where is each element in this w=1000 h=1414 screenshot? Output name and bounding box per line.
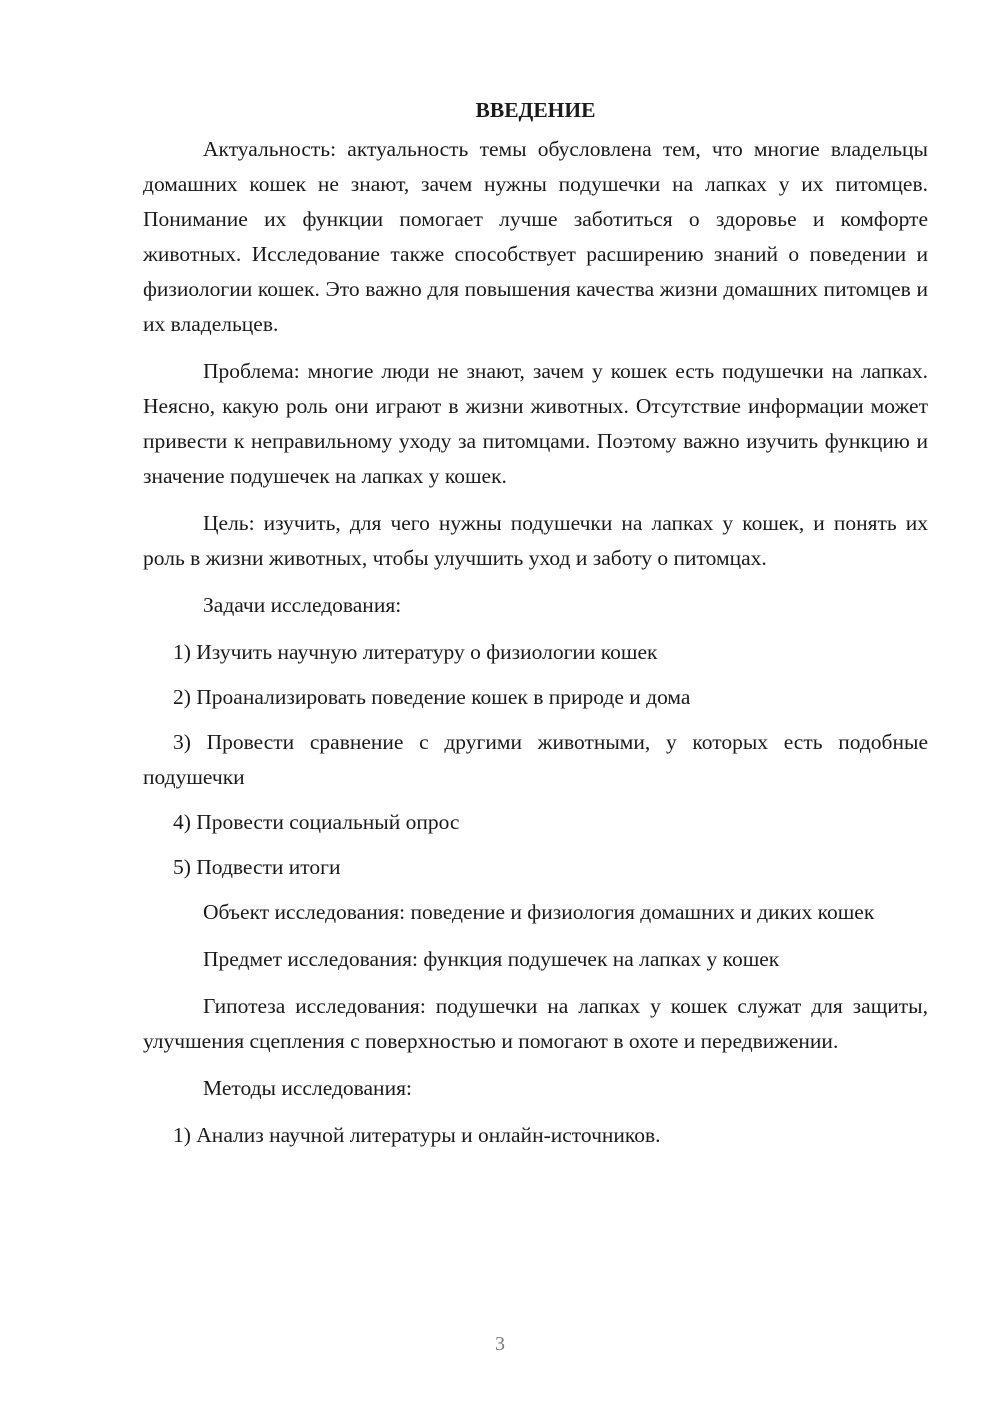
task-item: 5) Подвести итоги [173, 855, 341, 879]
tasks-heading: Задачи исследования: [203, 593, 402, 617]
methods-heading: Методы исследования: [203, 1076, 412, 1100]
problem-paragraph: Проблема: многие люди не знают, зачем у кошек есть подушечки на лапках. Неясно, какую роль они играют в жизни животных. Отсутствие информации может привести к неправильному уходу за питомцами. Поэтому важно изучить функцию и значение подушечек на лапках у кошек. [143, 359, 928, 488]
goal-paragraph: Цель: изучить, для чего нужны подушечки на лапках у кошек, и понять их роль в жизни животных, чтобы улучшить уход и заботу о питомцах. [143, 511, 928, 570]
subject-paragraph: Предмет исследования: функция подушечек на лапках у кошек [203, 947, 780, 971]
section-title: ВВЕДЕНИЕ [475, 98, 596, 122]
page-number: 3 [495, 1333, 505, 1355]
document-page [143, 92, 928, 1163]
task-item: 3) Провести сравнение с другими животными, у которых есть подобные подушечки [143, 730, 928, 789]
task-item: 1) Изучить научную литературу о физиологии кошек [173, 640, 658, 664]
object-paragraph: Объект исследования: поведение и физиология домашних и диких кошек [203, 900, 875, 924]
task-item: 4) Провести социальный опрос [173, 810, 460, 834]
relevance-paragraph: Актуальность: актуальность темы обусловлена тем, что многие владельцы домашних кошек не знают, зачем нужны подушечки на лапках у их питомцев. Понимание их функции помогает лучше заботиться о здоровье и комфорте животных. Исследование также способствует расширению знаний о поведении и физиологии кошек. Это важно для повышения качества жизни домашних питомцев и их владельцев. [143, 137, 928, 336]
hypothesis-paragraph: Гипотеза исследования: подушечки на лапках у кошек служат для защиты, улучшения сцепления с поверхностью и помогают в охоте и передвижении. [143, 994, 928, 1053]
method-item: 1) Анализ научной литературы и онлайн-источников. [173, 1123, 661, 1147]
task-item: 2) Проанализировать поведение кошек в природе и дома [173, 685, 691, 709]
